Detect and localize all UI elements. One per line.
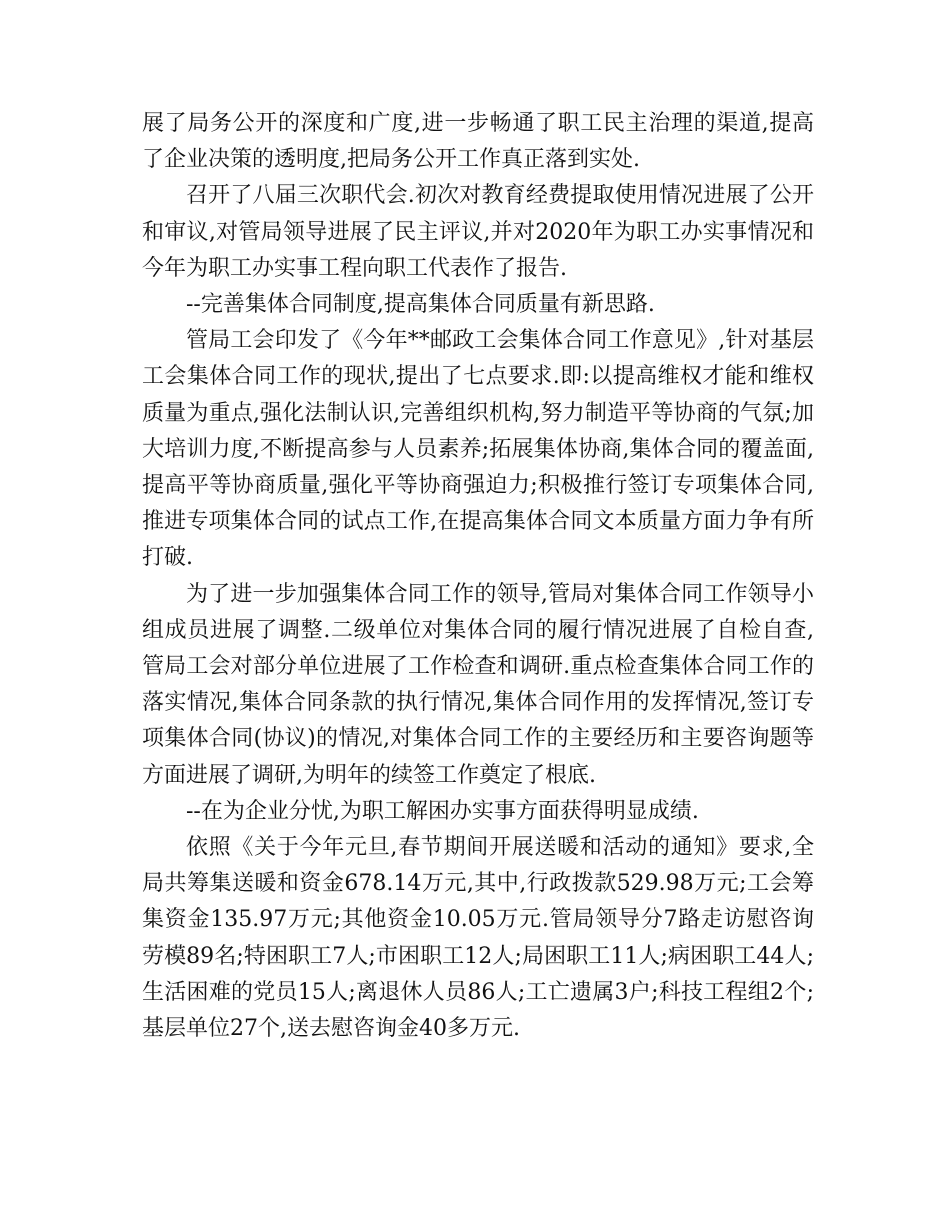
document-body bbox=[142, 106, 814, 1047]
paragraph-relief-funds: 依照《关于今年元旦,春节期间开展送暖和活动的通知》要求,全局共筹集送暖和资金678.14万元,其中,行政拨款529.98万元;工会筹集资金135.97万元;其他资金10.05万元.管局领导分7路走访慰咨询劳模89名;特困职工7人;市困职工12人;局困职工11人;病困职工44人;生活困难的党员15人;离退休人员86人;工亡遗属3户;科技工程组2个;基层单位27个,送去慰咨询金40多万元. bbox=[142, 835, 814, 1042]
paragraph-contract-opinion: 管局工会印发了《今年**邮政工会集体合同工作意见》,针对基层工会集体合同工作的现状,提出了七点要求.即:以提高维权才能和维权质量为重点,强化法制认识,完善组织机构,努力制造平等协商的气氛;加大培训力度,不断提高参与人员素养;拓展集体协商,集体合同的覆盖面,提高平等协商质量,强化平等协商强迫力;积极推行签订专项集体合同,推进专项集体合同的试点工作,在提高集体合同文本质量方面力争有所打破. bbox=[142, 328, 814, 571]
section-heading-contract: --完善集体合同制度,提高集体合同质量有新思路. bbox=[186, 292, 655, 318]
paragraph-congress: 召开了八届三次职代会.初次对教育经费提取使用情况进展了公开和审议,对管局领导进展了民主评议,并对2020年为职工办实事情况和今年为职工办实事工程向职工代表作了报告. bbox=[142, 183, 814, 281]
paragraph-continuation: 展了局务公开的深度和广度,进一步畅通了职工民主治理的渠道,提高了企业决策的透明度,把局务公开工作真正落到实处. bbox=[142, 111, 814, 173]
paragraph-contract-leadership: 为了进一步加强集体合同工作的领导,管局对集体合同工作领导小组成员进展了调整.二级单位对集体合同的履行情况进展了自检自查,管局工会对部分单位进展了工作检查和调研.重点检查集体合同工作的落实情况,集体合同条款的执行情况,集体合同作用的发挥情况,签订专项集体合同(协议)的情况,对集体合同工作的主要经历和主要咨询题等方面进展了调研,为明年的续签工作奠定了根底. bbox=[142, 581, 814, 788]
section-heading-relief: --在为企业分忧,为职工解困办实事方面获得明显成绩. bbox=[186, 798, 699, 824]
